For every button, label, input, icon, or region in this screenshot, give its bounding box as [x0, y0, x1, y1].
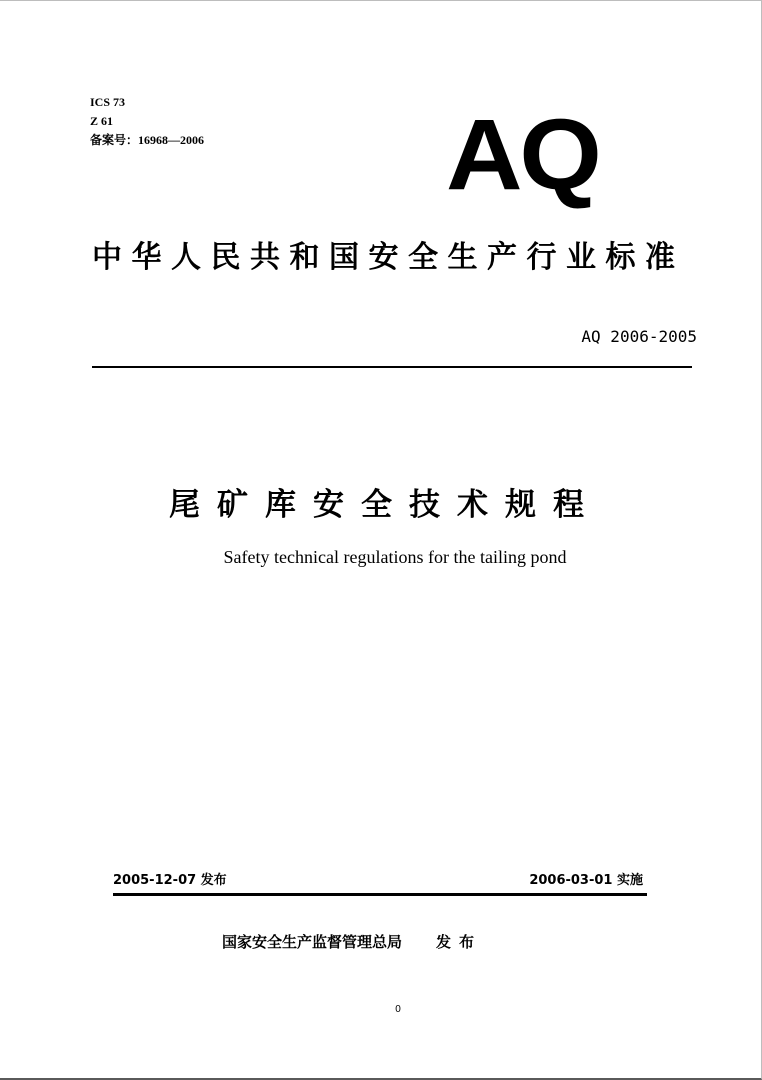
page-number: 0 [395, 1004, 401, 1015]
document-title-chinese: 尾矿库安全技术规程 [169, 487, 601, 523]
top-divider [92, 366, 692, 368]
ics-code: ICS 73 [90, 95, 126, 109]
classification-code: Z 61 [90, 114, 114, 128]
issuer-name: 国家安全生产监督管理总局 [222, 933, 403, 951]
bottom-divider [113, 893, 647, 896]
issuer-line [222, 931, 482, 953]
header-meta [90, 93, 204, 150]
publish-date: 2005-12-07 发布 [113, 873, 227, 888]
filing-number: 备案号：16968—2006 [90, 133, 205, 147]
issuer-action: 发布 [436, 933, 483, 951]
standard-category-title: 中华人民共和国安全生产行业标准 [92, 240, 685, 275]
standard-code: AQ 2006-2005 [581, 327, 697, 346]
effective-date: 2006-03-01 实施 [529, 873, 643, 888]
date-row [113, 871, 647, 891]
aq-logo: AQ [446, 99, 599, 211]
document-title-english: Safety technical regulations for the tailing pond [223, 547, 567, 567]
